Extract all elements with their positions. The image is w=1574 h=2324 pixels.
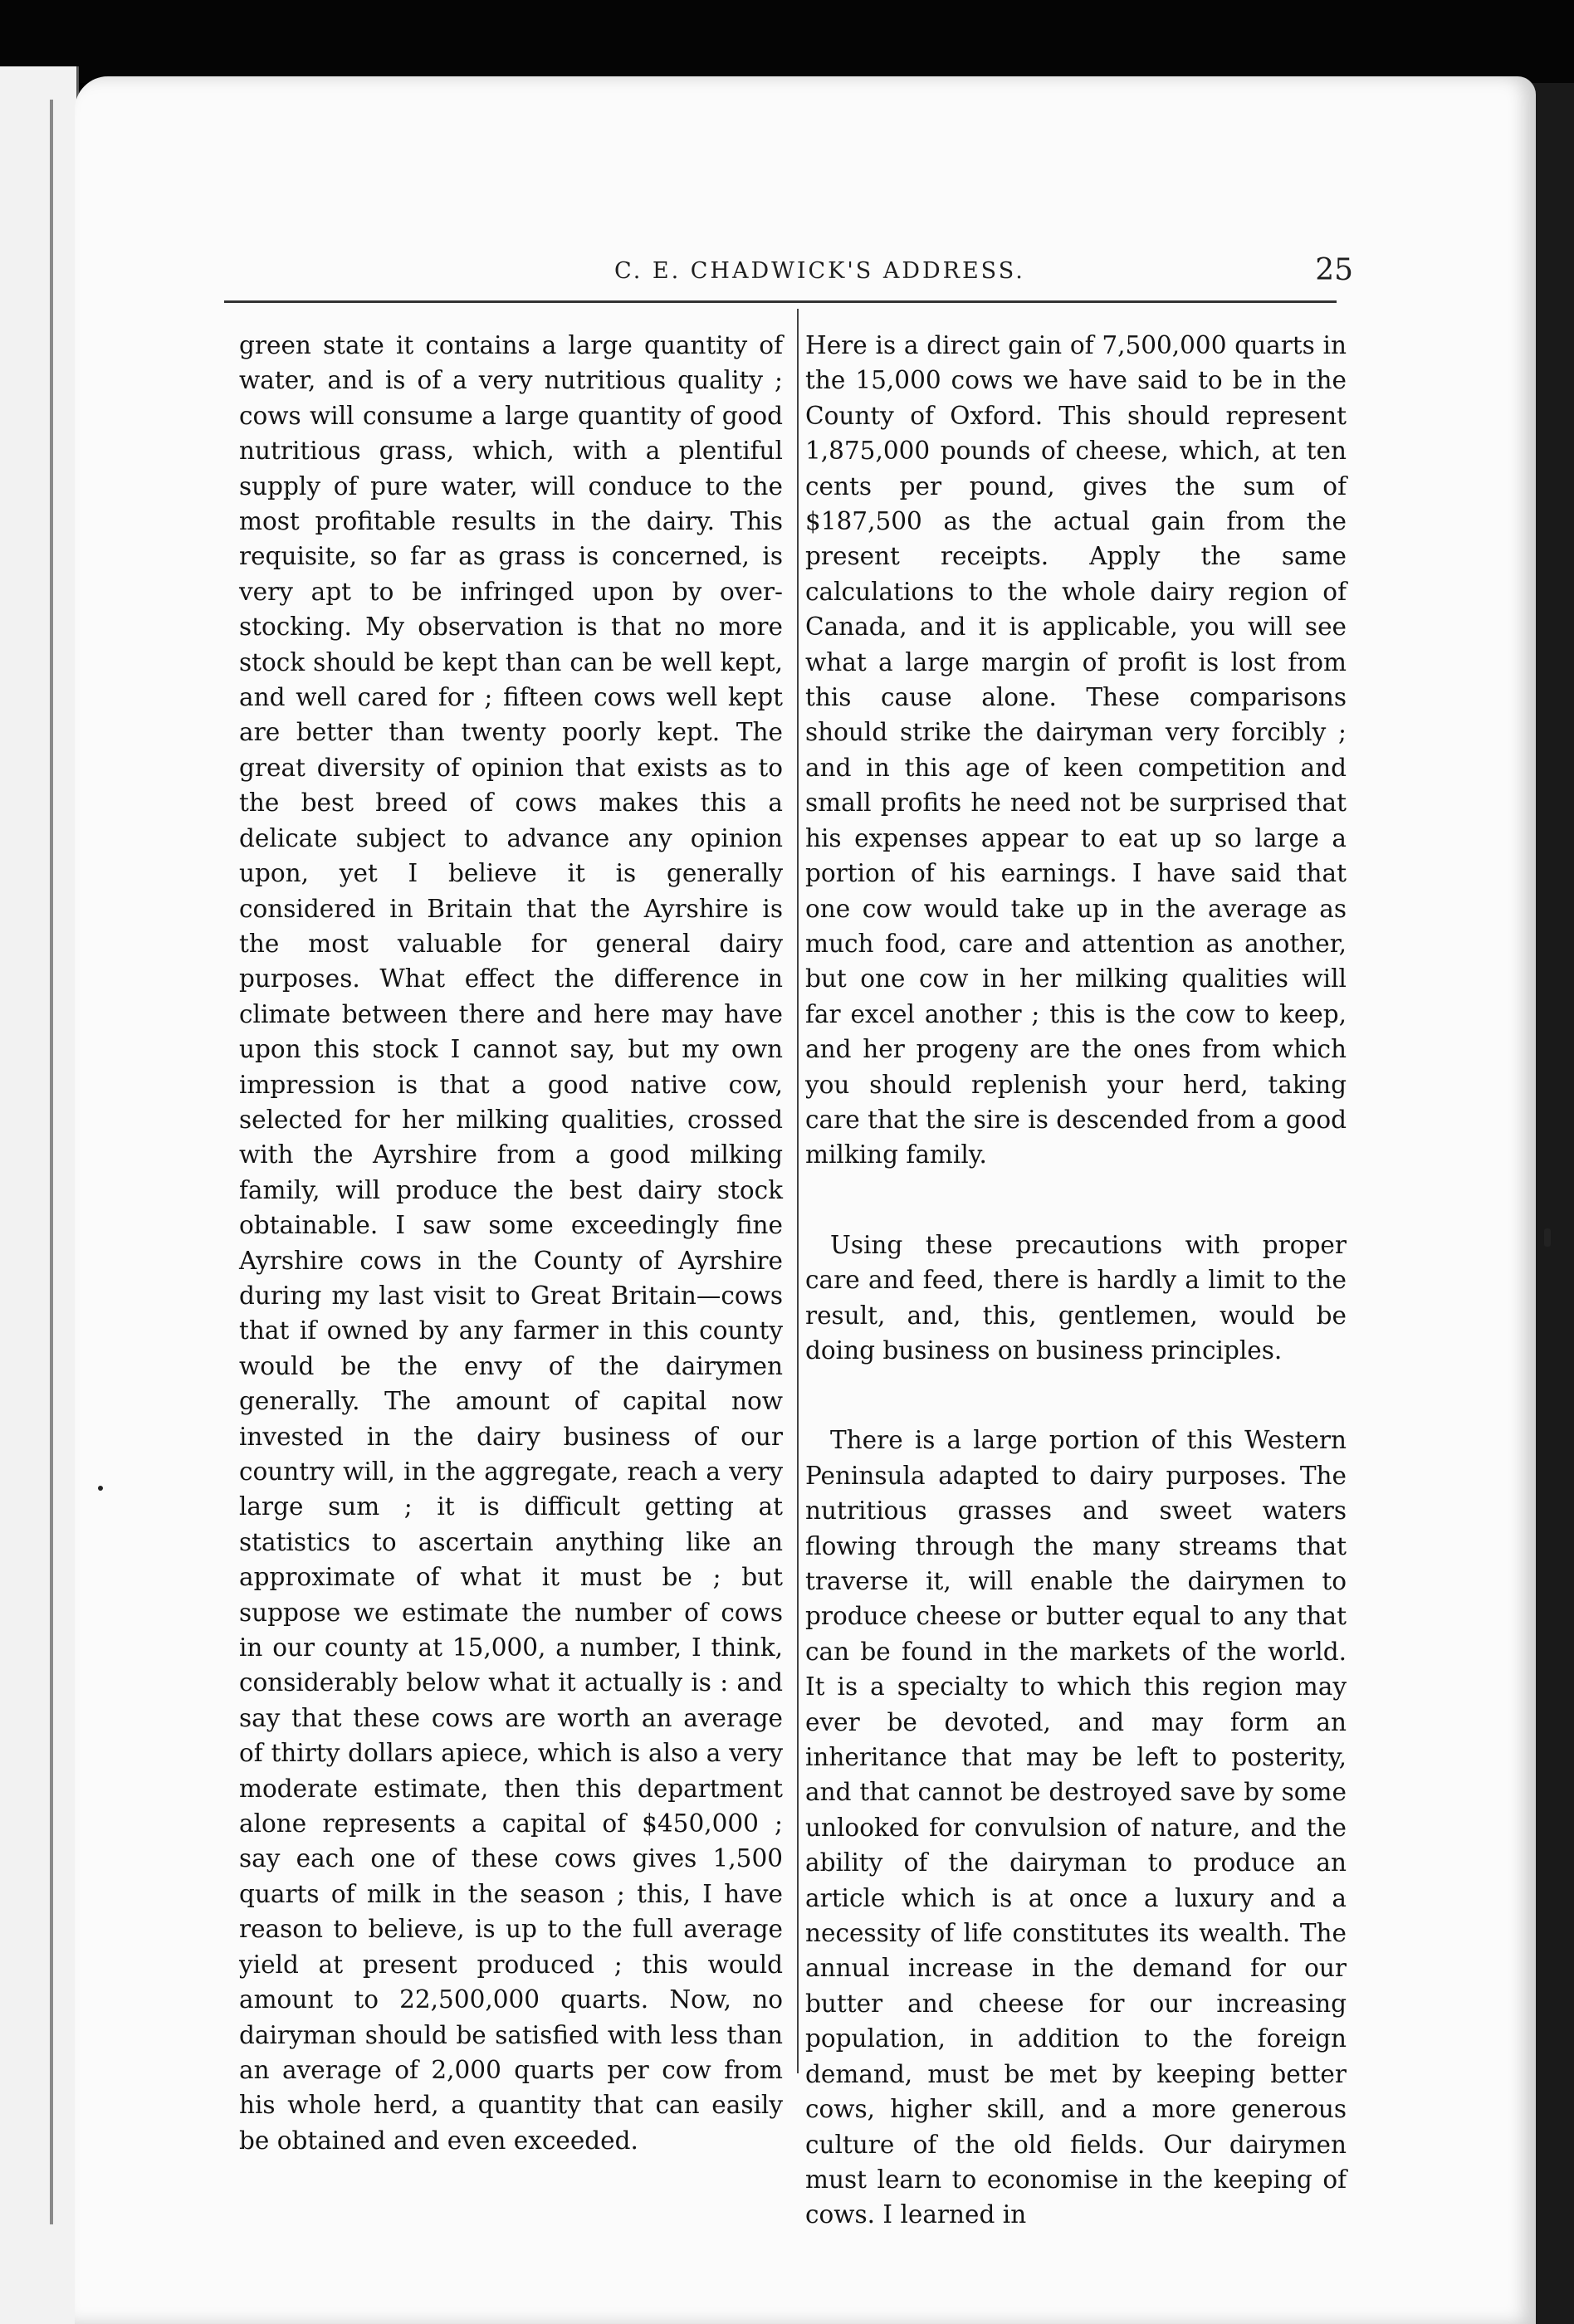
page-header <box>166 253 1353 295</box>
right-column-paragraph-3: There is a large portion of this Western Peninsula adapted to dairy purposes. The nutritious grasses and sweet waters flowing through the many streams that traverse it, will enable the dairymen to produce cheese or butter equal to any that can be found in the markets of the world. It is a specialty to which this region may ever be devoted, and may form an inheritance that may be left to posterity, and that cannot be destroyed save by some unlooked for convulsion of nature, and the ability of the dairyman to produce an article which is at once a luxury and a necessity of life constitutes its wealth. The annual increase in the demand for our butter and cheese for our increasing population, in addition to the foreign demand, must be met by keeping better cows, higher skill, and a more generous culture of the old fields. Our dairymen must learn to economise in the keeping of cows. I learned in <box>805 1426 1347 2229</box>
left-column-paragraph: green state it contains a large quantity of water, and is of a very nutritious quality ; cows will consume a large quantity of good nutritious grass, which, with a plentiful supply of pure water, will conduce to the most profitable results in the dairy. This requisite, so far as grass is concerned, is very apt to be infringed upon by over-stocking. My observation is that no more stock should be kept than can be well kept, and well cared for ; fifteen cows well kept are better than twenty poorly kept. The great diversity of opinion that exists as to the best breed of cows makes this a delicate subject to advance any opinion upon, yet I believe it is generally considered in Britain that the Ayrshire is the most valuable for general dairy purposes. What effect the difference in climate between there and here may have upon this stock I cannot say, but my own impression is that a good native cow, selected for her milking qualities, crossed with the Ayrshire from a good milking family, will produce the best dairy stock obtainable. I saw some exceedingly fine Ayrshire cows in the County of Ayrshire during my last visit to Great Britain—cows that if owned by any farmer in this county would be the envy of the dairymen generally. The amount of capital now invested in the dairy business of our country will, in the aggregate, reach a very large sum ; it is difficult getting at statistics to ascertain anything like an approximate of what it must be ; but suppose we estimate the number of cows in our county at 15,000, a number, I think, considerably below what it actually is : and say that these cows are worth an average of thirty dollars apiece, which is also a very moderate estimate, then this department alone represents a capital of $450,000 ; say each one of these cows gives 1,500 quarts of milk in the season ; this, I have reason to believe, is up to the full average yield at present produced ; this would amount to 22,500,000 quarts. Now, no dairyman should be satisfied with less than an average of 2,000 quarts per cow from his whole herd, a quantity that can easily be obtained and even exceeded. <box>239 331 783 2155</box>
facing-page-edge <box>0 66 79 2324</box>
right-column-paragraph-2: Using these precautions with proper care and feed, there is hardly a limit to the result, and, this, gentlemen, would be doing business on business principles. <box>805 1230 1347 1365</box>
left-column <box>239 328 783 2158</box>
column-divider <box>797 309 799 2073</box>
right-column-paragraph-1: Here is a direct gain of 7,500,000 quarts in the 15,000 cows we have said to be in the County of Oxford. This should represent 1,875,000 pounds of cheese, which, at ten cents per pound, gives the sum of $187,500 as the actual gain from the present receipts. Apply the same calculations to the whole dairy region of Canada, and it is applicable, you will see what a large margin of profit is lost from this cause alone. These comparisons should strike the dairyman very forcibly ; and in this age of keen competition and small profits he need not be surprised that his expenses appear to eat up so large a portion of his earnings. I have said that one cow would take up in the average as much food, care and attention as another, but one cow in her milking qualities will far excel another ; this is the cow to keep, and her progeny are the ones from which you should replenish your herd, taking care that the sire is descended from a good milking family. <box>805 331 1347 1169</box>
scan-speck <box>1544 1228 1551 1247</box>
running-head: C. E. CHADWICK'S ADDRESS. <box>614 258 1025 284</box>
binding-edge-line <box>50 100 53 2224</box>
right-column <box>805 328 1347 2233</box>
scan-background <box>0 0 1574 83</box>
header-rule <box>224 300 1337 303</box>
page-number: 25 <box>1315 253 1353 287</box>
scan-speck <box>98 1486 103 1491</box>
